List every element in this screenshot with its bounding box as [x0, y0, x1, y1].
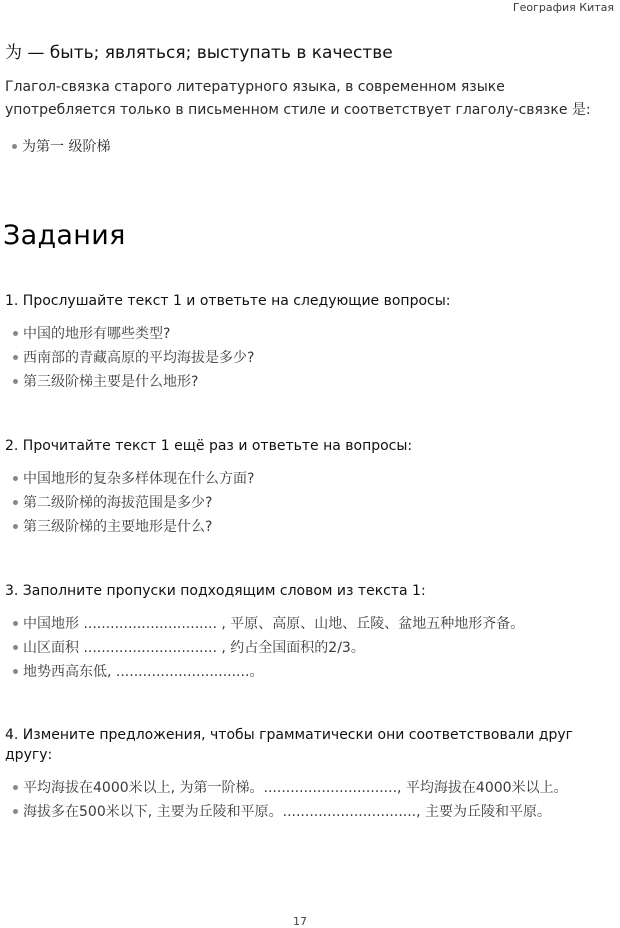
list-item: 平均海拔在4000米以上, 为第一阶梯。.............................., 平均海拔在4000米以上。: [13, 776, 620, 800]
list-item: 第三级阶梯主要是什么地形?: [13, 370, 620, 394]
task-question-list: [13, 322, 620, 394]
task-4: [5, 725, 615, 820]
task-question-list: [13, 612, 620, 684]
bullet-icon: [13, 331, 18, 336]
example-text: 为第一 级阶梯: [22, 139, 111, 155]
grammar-description: Глагол-связка старого литературного языка, в современном языке употребляется только в письменном стиле и соответствует глаголу-связке 是:: [5, 79, 591, 118]
bullet-icon: [13, 645, 18, 650]
task-1: [5, 291, 615, 390]
task-3: [5, 581, 615, 680]
bullet-icon: [13, 621, 18, 626]
list-item: 西南部的青藏高原的平均海拔是多少?: [13, 346, 620, 370]
bullet-icon: [13, 476, 18, 481]
task-title: 3. Заполните пропуски подходящим словом из текста 1:: [5, 583, 426, 599]
bullet-icon: [13, 500, 18, 505]
list-item: 中国地形 .............................. , 平原、高原、山地、丘陵、盆地五种地形齐备。: [13, 612, 620, 636]
task-title: 1. Прослушайте текст 1 и ответьте на следующие вопросы:: [5, 293, 451, 309]
page-number: 17: [293, 915, 307, 928]
task-question-list: [13, 776, 620, 824]
list-item: 第三级阶梯的主要地形是什么?: [13, 515, 620, 539]
list-item: 海拔多在500米以下, 主要为丘陵和平原。.............................., 主要为丘陵和平原。: [13, 800, 620, 824]
task-title: 4. Измените предложения, чтобы грамматически они соответствовали друг другу:: [5, 727, 573, 763]
grammar-example: [12, 136, 110, 156]
bullet-icon: [13, 669, 18, 674]
running-header-title: География Китая: [512, 1, 614, 14]
bullet-icon: [13, 379, 18, 384]
list-item: 山区面积 .............................. , 约占全国面积的2/3。: [13, 636, 620, 660]
task-title: 2. Прочитайте текст 1 ещё раз и ответьте на вопросы:: [5, 438, 413, 454]
list-item: 地势西高东低, ..............................。: [13, 660, 620, 684]
bullet-icon: [13, 355, 18, 360]
bullet-icon: [12, 144, 17, 149]
bullet-icon: [13, 785, 18, 790]
grammar-heading: 为 — быть; являться; выступать в качестве: [5, 43, 393, 63]
task-2: [5, 436, 615, 535]
list-item: 中国的地形有哪些类型?: [13, 322, 620, 346]
bullet-icon: [13, 524, 18, 529]
task-question-list: [13, 467, 620, 539]
list-item: 第二级阶梯的海拔范围是多少?: [13, 491, 620, 515]
list-item: 中国地形的复杂多样体现在什么方面?: [13, 467, 620, 491]
section-title: Задания: [3, 220, 126, 251]
bullet-icon: [13, 809, 18, 814]
